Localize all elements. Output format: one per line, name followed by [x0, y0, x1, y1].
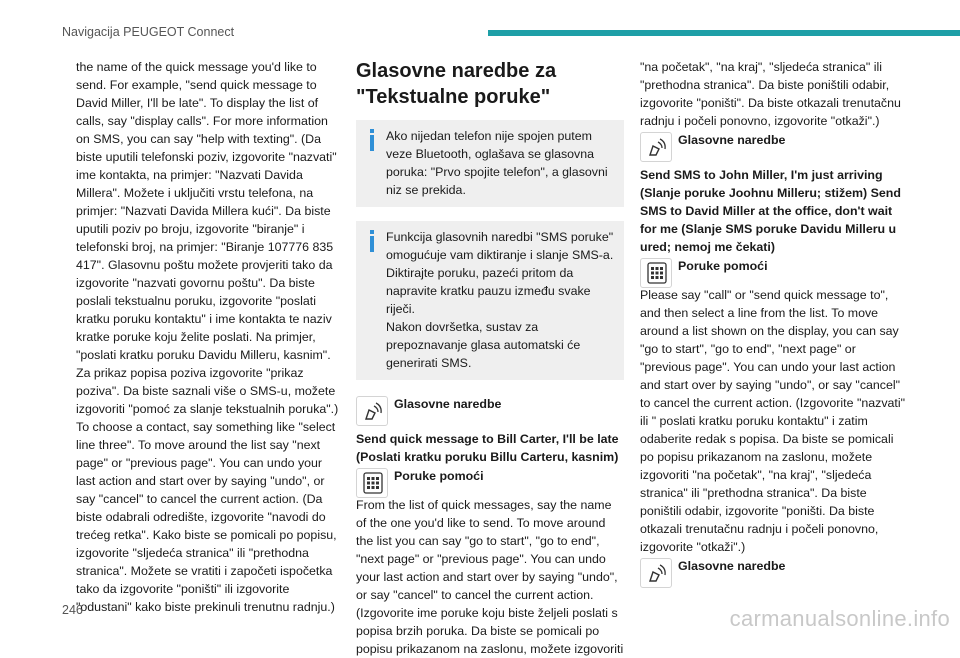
watermark: carmanualsonline.info	[729, 606, 950, 631]
info-text-2c: Nakon dovršetka, sustav za prepoznavanje glasa automatski će generirati SMS.	[386, 320, 581, 370]
info-text-2a: Funkcija glasovnih naredbi "SMS poruke" omogućuje vam diktiranje i slanje SMS-a.	[386, 230, 614, 262]
help-text: From the list of quick messages, say the name of the one you'd like to send. To move around the list you can say "go to start", "go to end", "next page" or "previous page". You can undo your last action and start over by saying "undo", or say "cancel" to cancel the current action. (Izgovorite ime poruke koju biste željeli poslati s popisa brzih poruka. Da biste se pomicali po popisu prikazanom na zaslonu, možete izgovoriti	[356, 498, 624, 656]
section-heading: Glasovne naredbe za "Tekstualne poruke"	[356, 60, 557, 108]
voice-commands-block-2	[640, 130, 910, 160]
running-header: Navigacija PEUGEOT Connect	[62, 25, 235, 39]
voice-command-example: Send quick message to Bill Carter, I'll be late (Poslati kratku poruku Billu Carteru, kasnim)	[356, 432, 619, 464]
voice-commands-label: Glasovne naredbe	[678, 133, 786, 147]
help-keypad-icon	[356, 468, 388, 498]
info-text-2b: Diktirajte poruku, pazeći pritom da napravite kratku pauzu između svake riječi.	[386, 266, 591, 316]
voice-commands-label: Glasovne naredbe	[394, 397, 502, 411]
info-box-sms	[356, 221, 624, 380]
voice-commands-block-3	[640, 556, 910, 586]
help-text-2: Please say "call" or "send quick message to", and then select a line from the list. To move around a list shown on the display, you can say "go to start", "go to end", "next page" or "previous page". You can undo your last action and start over by saying "undo", or say "cancel" to cancel the current action. (Izgovorite "nazvati" ili " poslati kratku poruku kontaktu" i zatim odaberite redak s popisa. Da biste se pomicali po popisu prikazanom na zaslonu, možete izgovoriti "na početak", "na kraj", "sljedeća stranica" ili "prethodna stranica". Da biste poništili odabir, izgovorite "poništi. Da biste otkazali trenutačnu radnju i počeli ponovno, izgovorite "otkaži".)	[640, 288, 906, 554]
voice-command-icon	[356, 396, 388, 426]
voice-command-example-sms: Send SMS to John Miller, I'm just arriving (Slanje poruke Joohnu Milleru; stižem) Send SMS to David Miller at the office, don't wait for me (Slanje SMS poruke Davidu Milleru u ured; nemoj me čekati)	[640, 168, 901, 254]
info-icon	[366, 129, 380, 153]
info-box-bluetooth	[356, 120, 624, 207]
help-messages-label: Poruke pomoći	[394, 469, 484, 483]
voice-command-icon	[640, 558, 672, 588]
help-messages-block-2	[640, 256, 910, 286]
info-text-1: Ako nijedan telefon nije spojen putem veze Bluetooth, oglašava se glasovna poruka: "Prvo spojite telefon", a glasovni niz se prekida.	[386, 129, 608, 197]
page-number: 246	[62, 603, 83, 617]
voice-command-icon	[640, 132, 672, 162]
voice-commands-block	[356, 394, 624, 424]
help-messages-block	[356, 466, 624, 496]
help-messages-label: Poruke pomoći	[678, 259, 768, 273]
info-icon	[366, 230, 380, 254]
col1-paragraph: the name of the quick message you'd like to send. For example, "send quick message to David Miller, I'll be late". To display the list of calls, say "display calls". For more information on SMS, you can say "help with texting". (Da biste uputili telefonski poziv, izgovorite "nazvati" ime kontakta, na primjer: "Nazvati Davida Millera". Možete i uključiti vrstu telefona, na primjer: "Nazvati Davida Millera kući". Da biste uputili poziv po broju, izgovorite "biranje" i telefonski broj, na primjer: "Biranje 107776 835 417". Glasovnu poštu možete provjeriti tako da izgovorite "nazvati govornu poštu". Da biste poslali tekstualnu poruku, izgovorite "poslati kratku poruku kontaktu" i ime kontakta te naziv kratke poruke koju želite poslati. Na primjer, "poslati kratku poruku Davidu Milleru, kasnim". Za prikaz popisa poziva izgovorite "prikaz poziva". Da biste saznali više o SMS-u, možete izgovoriti "pomoć za slanje tekstualnih poruka".) To choose a contact, say something like "select line three". To move around the list say "next page" or "previous page". You can undo your last action and start over by saying "undo", or say "cancel" to cancel the current action. (Da biste odabrali odredište, izgovorite "navodi do trećeg retka". Kako biste se pomicali po popisu, izgovorite "sljedeća stranica" ili "prethodna stranica". Možete se vratiti i započeti ispočetka tako da izgovorite "poništi" ili izgovorite "odustani" kako biste prekinuli trenutnu radnju.)	[76, 60, 339, 614]
column-3	[640, 58, 910, 586]
col3-continued-text: "na početak", "na kraj", "sljedeća stranica" ili "prethodna stranica". Da biste poništili odabir, izgovorite "poništi". Da biste otkazali trenutačnu radnju i počeli ponovno, izgovorite "otkaži".)	[640, 60, 901, 128]
column-1	[76, 58, 344, 616]
header-accent-bar	[488, 30, 960, 36]
column-2	[356, 58, 624, 658]
voice-commands-label: Glasovne naredbe	[678, 559, 786, 573]
help-keypad-icon	[640, 258, 672, 288]
